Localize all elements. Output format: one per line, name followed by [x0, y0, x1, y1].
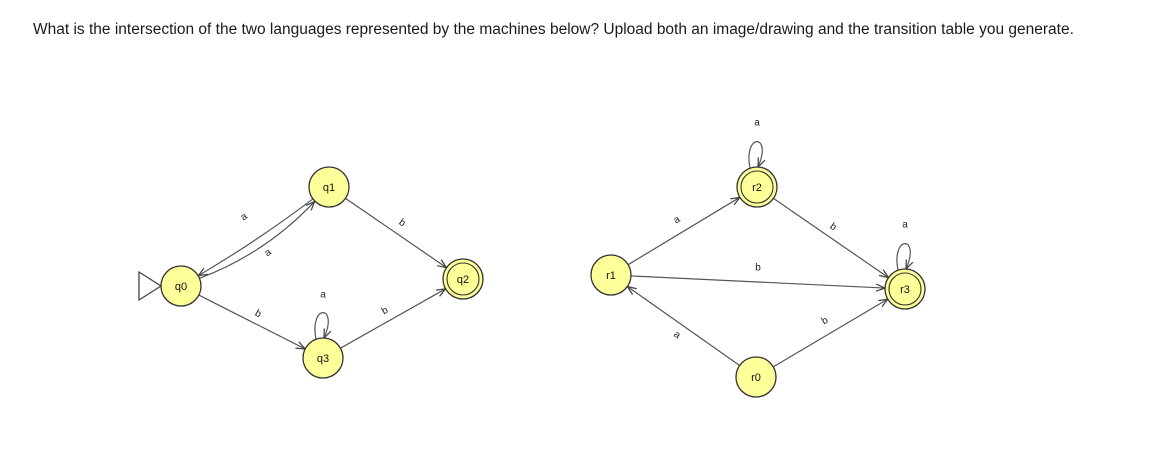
state-label: q0: [174, 280, 188, 293]
question-text: What is the intersection of the two languages represented by the machines below? Upload both an image/drawing and the transition table you generate.: [33, 21, 1074, 38]
state-r0: [736, 357, 776, 397]
state-label: r1: [606, 269, 616, 282]
state-q0: [139, 266, 201, 306]
state-q3: [303, 338, 343, 378]
transition-label-q3-q3: a: [320, 289, 326, 301]
transition-r0-r1: [627, 287, 739, 366]
state-q1: [309, 167, 349, 207]
transition-label-r0-r1: a: [671, 329, 683, 342]
transition-q1-q0: [198, 199, 313, 276]
state-label: q2: [456, 273, 470, 286]
transition-r2-r2: [749, 142, 762, 168]
transition-r1-r2: [628, 197, 740, 264]
state-label: r0: [751, 371, 761, 384]
state-label: q3: [316, 352, 330, 365]
state-label: r3: [900, 283, 910, 296]
transition-label-q0-q1: a: [238, 211, 250, 224]
transition-r3-r3: [897, 244, 910, 270]
state-label: q1: [322, 181, 336, 194]
transition-label-r2-r2: a: [754, 117, 760, 129]
transition-q0-q1: [200, 201, 315, 278]
state-label: r2: [752, 181, 762, 194]
transition-label-q1-q2: b: [396, 217, 408, 230]
transition-r0-r3: [773, 299, 888, 367]
transition-label-r1-r3: b: [755, 262, 761, 274]
transition-r1-r3: [631, 276, 885, 288]
transition-label-q3-q2: b: [379, 304, 391, 318]
transition-label-r1-r2: a: [671, 213, 683, 227]
start-marker-icon: [139, 272, 161, 300]
transition-label-r0-r3: b: [819, 314, 831, 328]
transition-q1-q2: [345, 198, 446, 267]
state-r3: [885, 269, 925, 309]
transition-r2-r3: [773, 198, 888, 277]
machine-right: [591, 118, 925, 397]
state-q2: [443, 259, 483, 299]
machine-left: [139, 167, 483, 378]
state-r2: [737, 167, 777, 207]
transition-label-r3-r3: a: [902, 219, 908, 231]
transition-label-q0-q3: b: [252, 307, 264, 321]
transition-label-q1-q0: a: [262, 247, 274, 260]
transition-label-r2-r3: b: [827, 221, 839, 234]
transition-q3-q3: [315, 313, 328, 339]
transition-q0-q3: [199, 295, 305, 349]
state-r1: [591, 255, 631, 295]
transition-q3-q2: [340, 289, 445, 348]
